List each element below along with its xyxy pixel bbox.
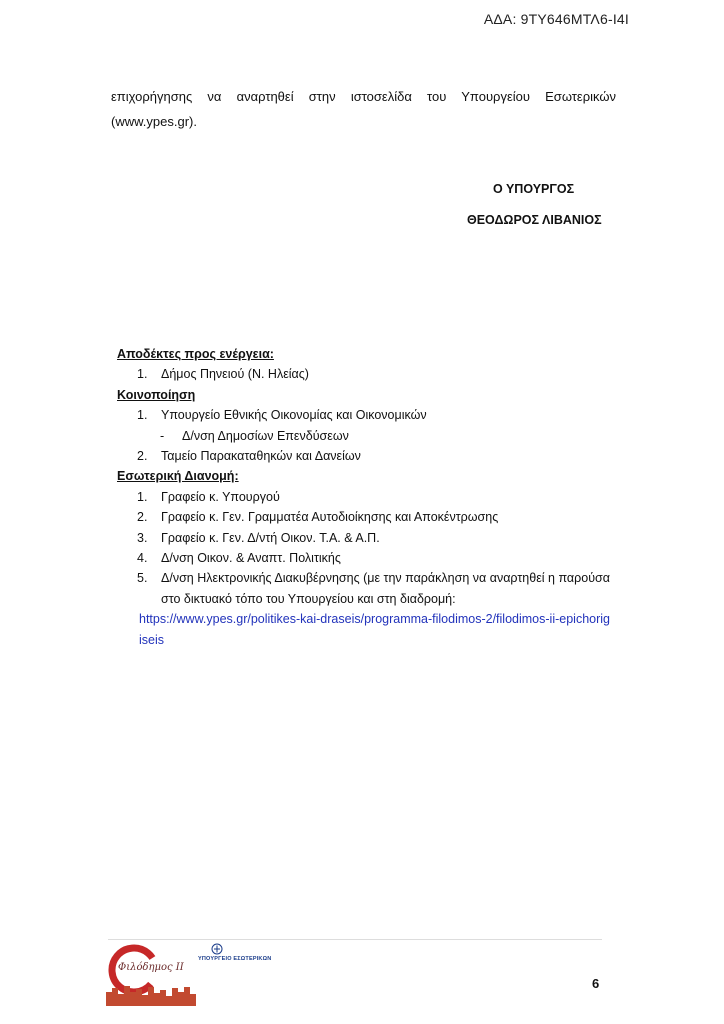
item-number: 5. (137, 571, 148, 586)
ada-code: ΑΔΑ: 9ΤΥ646ΜΤΛ6-Ι4Ι (483, 11, 629, 27)
item-number: 2. (137, 510, 148, 525)
item-text: Δ/νση Ηλεκτρονικής Διακυβέρνησης (με την παράκληση να αναρτηθεί η παρούσα στο δικτυακό τόπο του Υπουργείου και στη διαδρομή: (161, 571, 610, 606)
greek-emblem-icon (211, 943, 223, 955)
sub-list-item (117, 426, 610, 446)
item-number: 2. (137, 449, 148, 464)
item-text: Γραφείο κ. Υπουργού (161, 489, 280, 504)
internal-distribution-heading: Εσωτερική Διανομή: (117, 469, 239, 484)
item-text: Ταμείο Παρακαταθηκών και Δανείων (161, 449, 361, 464)
item-number: 4. (137, 551, 148, 566)
list-item (117, 446, 610, 466)
item-text: Γραφείο κ. Γεν. Γραμματέα Αυτοδιοίκησης και Αποκέντρωσης (161, 510, 499, 525)
list-item (117, 405, 610, 425)
item-text: Γραφείο κ. Γεν. Δ/ντή Οικον. Τ.Α. & Α.Π. (161, 530, 380, 545)
dash-bullet: - (160, 428, 165, 443)
item-text: Δ/νση Οικον. & Αναπτ. Πολιτικής (161, 551, 341, 566)
footer-divider (108, 939, 602, 940)
ministry-path-link[interactable]: https://www.ypes.gr/politikes-kai-draseis/programma-filodimos-2/filodimos-ii-epichorigiseis (139, 612, 610, 647)
list-item (117, 507, 610, 527)
list-item (117, 528, 610, 548)
item-number: 1. (137, 489, 148, 504)
signature-title: Ο ΥΠΟΥΡΓΟΣ (493, 182, 575, 196)
list-item (117, 548, 610, 568)
item-text: Δήμος Πηνειού (Ν. Ηλείας) (161, 367, 309, 382)
logo-text: Φιλόδημος ΙΙ (118, 962, 184, 973)
item-number: 1. (137, 408, 148, 423)
signature-name: ΘΕΟΔΩΡΟΣ ΛΙΒΑΝΙΟΣ (467, 213, 602, 227)
recipients-section (117, 344, 610, 650)
list-item (117, 568, 610, 609)
filodimos-logo (104, 942, 196, 1006)
notification-heading: Κοινοποίηση (117, 387, 196, 402)
item-text: Υπουργείο Εθνικής Οικονομίας και Οικονομικών (161, 408, 427, 423)
page-number: 6 (592, 976, 600, 991)
sub-item-text: Δ/νση Δημοσίων Επενδύσεων (182, 428, 349, 443)
action-recipients-heading: Αποδέκτες προς ενέργεια: (117, 347, 274, 361)
list-item (117, 364, 610, 384)
item-number: 1. (137, 367, 148, 382)
intro-paragraph: επιχορήγησης να αναρτηθεί στην ιστοσελίδα του Υπουργείου Εσωτερικών (www.ypes.gr). (111, 89, 616, 129)
list-item (117, 487, 610, 507)
ministry-label: ΥΠΟΥΡΓΕΙΟ ΕΣΩΤΕΡΙΚΩΝ (198, 956, 272, 962)
item-number: 3. (137, 530, 148, 545)
